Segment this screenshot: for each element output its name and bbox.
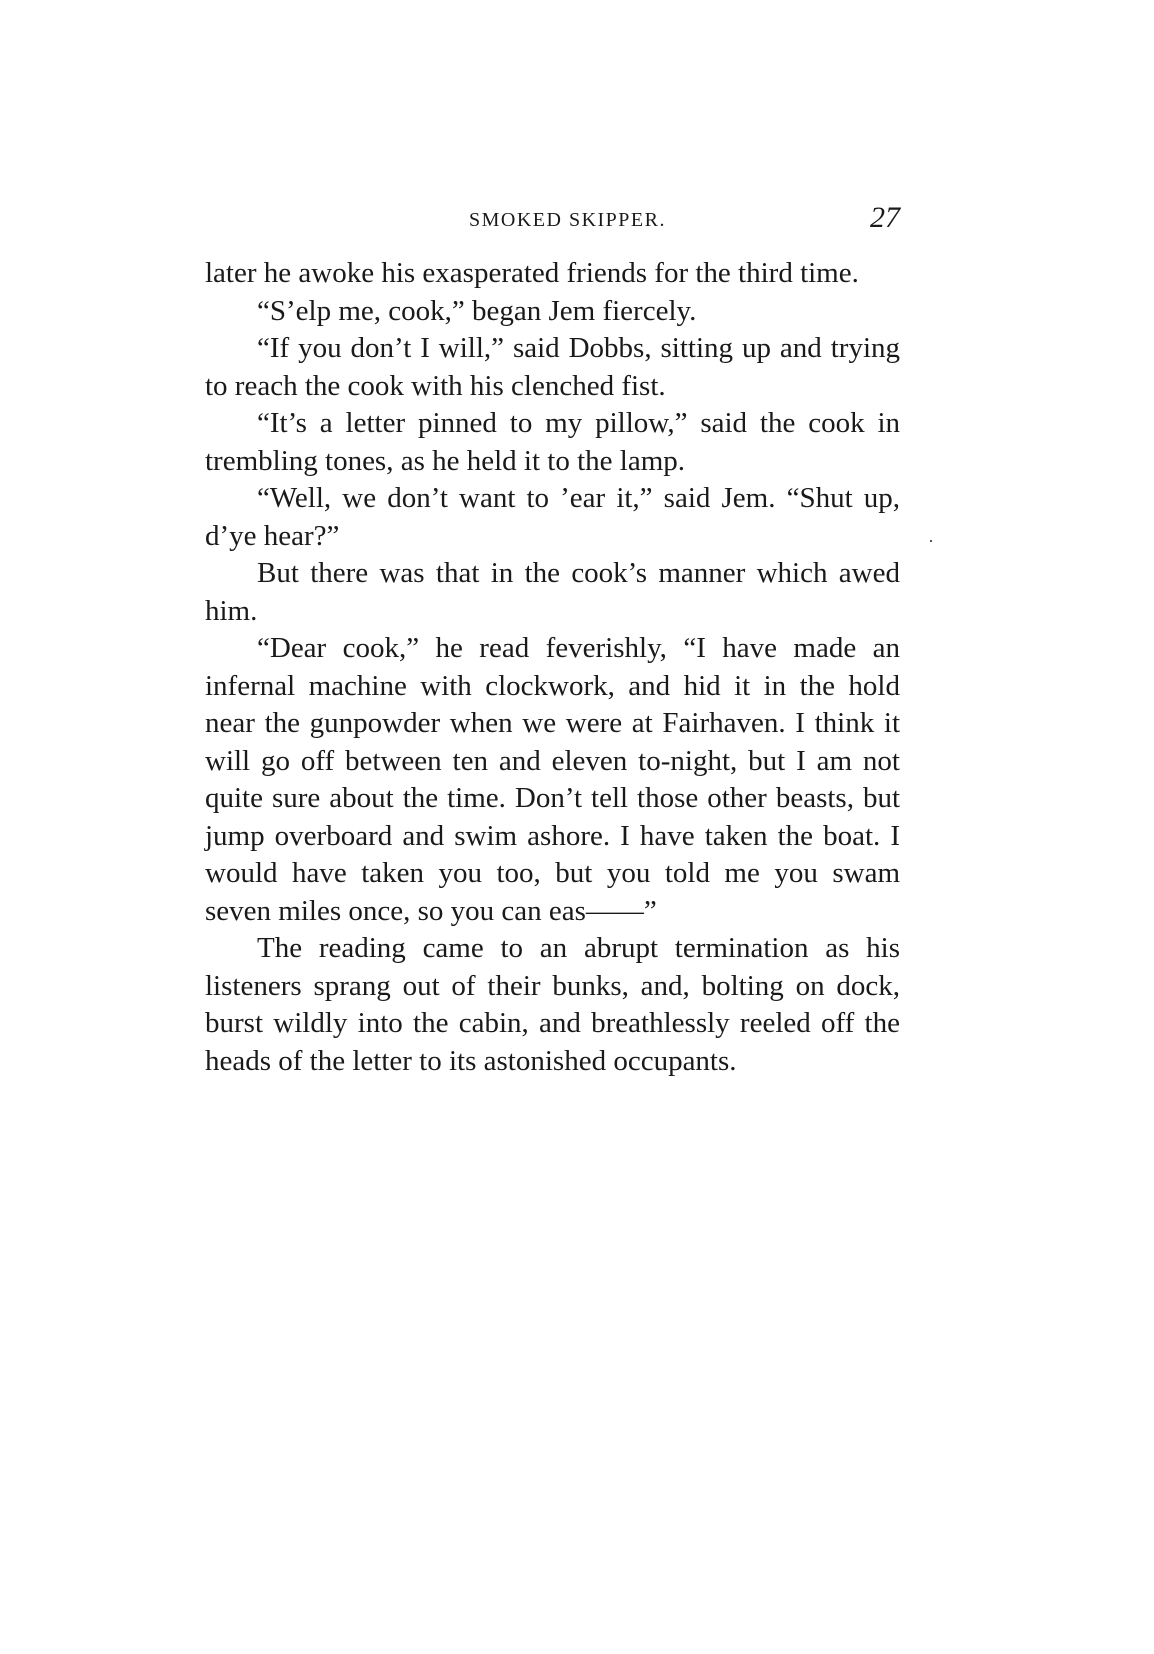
paragraph: “It’s a letter pinned to my pillow,” said the cook in trembling tones, as he held it to the lamp. [205,407,900,477]
paragraph: “Well, we don’t want to ’ear it,” said Jem. “Shut up, d’ye hear?” [205,482,900,552]
paragraph: The reading came to an abrupt termination as his listeners sprang out of their bunks, and, bolting on dock, burst wildly into the cabin, and breathlessly reeled off the heads of the letter to its astonished occupants. [205,932,900,1077]
paragraph: “If you don’t I will,” said Dobbs, sitting up and trying to reach the cook with his clenched fist. [205,332,900,402]
page-number: 27 [870,201,900,234]
body-text [205,255,900,1080]
paragraph: But there was that in the cook’s manner which awed him. [205,557,900,627]
paragraph: “Dear cook,” he read feverishly, “I have made an infernal machine with clockwork, and hid it in the hold near the gunpowder when we were at Fairhaven. I think it will go off between ten and eleven to-night, but I am not quite sure about the time. Don’t tell those other beasts, but jump overboard and swim ashore. I have taken the boat. I would have taken you too, but you told me you swam seven miles once, so you can eas——” [205,632,900,927]
paragraph: later he awoke his exasperated friends for the third time. [205,257,859,289]
paragraph: “S’elp me, cook,” began Jem fiercely. [257,294,697,327]
running-title: SMOKED SKIPPER. [469,209,666,231]
stray-ink-mark [930,540,932,542]
running-head [205,201,900,245]
